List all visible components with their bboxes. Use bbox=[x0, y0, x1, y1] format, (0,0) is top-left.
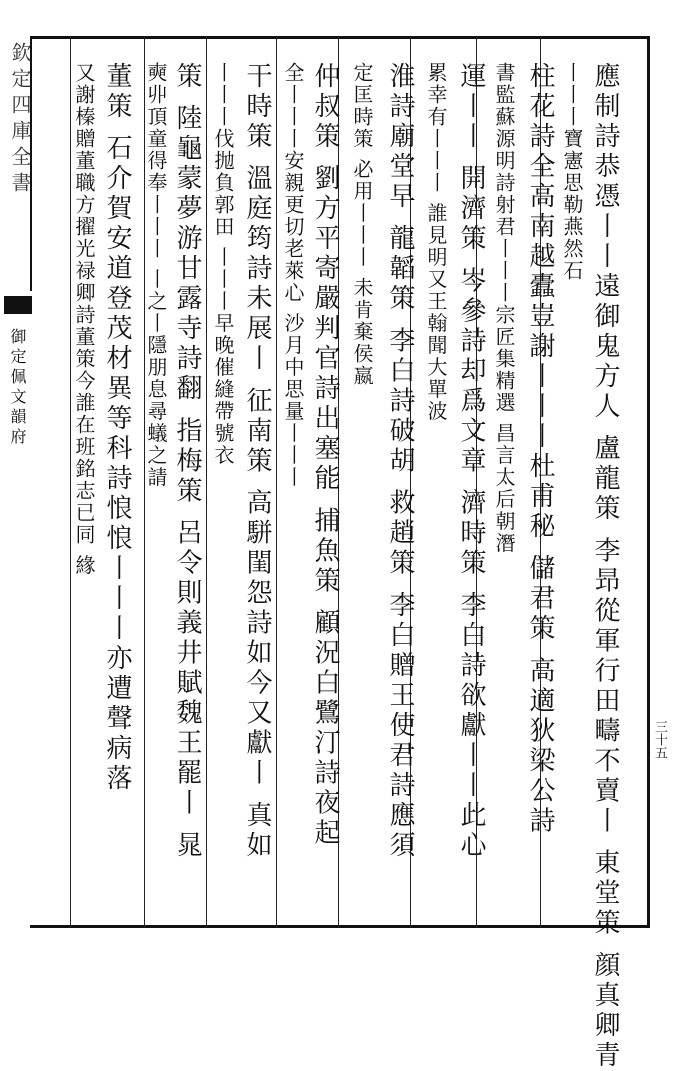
edge-label: 御定佩文韻府 bbox=[8, 328, 27, 448]
text-column-11: 干時策 溫庭筠詩未展丨 征南策 高駢閨怨詩如今又獻丨 真如 bbox=[242, 62, 272, 862]
fishtail-mark bbox=[4, 296, 32, 314]
text-column-13: 策 陸龜蒙夢游甘露寺詩翻 指梅策 呂令則義井賦魏王罷丨 晁 bbox=[172, 62, 202, 862]
running-header bbox=[2, 36, 32, 291]
text-column-9: 仲叔策 劉方平寄嚴判官詩出塞能 捕魚策 顧況白鷺汀詩夜起 bbox=[310, 62, 340, 849]
text-column-12: 丨丨丨伐抛負郭田 丨丨丨早晚催縫帶號衣 bbox=[211, 62, 235, 467]
column-rule bbox=[276, 36, 277, 928]
text-column-2: 丨丨丨寶憲思勒燕然石 bbox=[560, 62, 584, 282]
text-column-1: 應制詩恭憑丨丨遠御鬼方人 盧龍策 李昻從軍行田疇不賣丨 東堂策 顔真卿青 bbox=[590, 62, 620, 1071]
text-column-5: 運丨丨 開濟策 岑參詩却爲文章 濟時策 李白詩欲獻丨丨此心 bbox=[456, 62, 486, 862]
folio-number: 三十五 bbox=[652, 720, 667, 759]
text-column-6: 累幸有丨丨丨 誰見明又王翰聞大單波 bbox=[424, 62, 448, 423]
column-rule bbox=[70, 36, 71, 928]
text-column-7: 淮詩廟堂早 龍韜策 李白詩破胡 救趙策 李白贈王使君詩應須 bbox=[385, 62, 415, 862]
text-column-3: 柱花詩全高南越蠹豈謝丨丨丨杜甫秘 儲君策 高適狄梁公詩 bbox=[525, 62, 555, 837]
text-column-16: 又謝榛贈董職方擢光禄卿詩董策今誰在班銘志已同 緣 bbox=[72, 62, 96, 577]
text-column-15: 董策 石介賀安道登茂材異等科詩悢悢丨丨丨亦遭聲病落 bbox=[102, 62, 132, 795]
text-column-14: 奭丱頂童得奉丨丨丨 丨之丨隱朋息尋蟻之請 bbox=[144, 62, 168, 489]
text-column-10: 全丨丨丨安親更切老萊心 沙月中思量丨丨丨 bbox=[281, 62, 305, 489]
text-column-4: 書監蘇源明詩射君丨丨丨宗匠集精選 昌言太后朝潛 bbox=[492, 62, 516, 555]
running-title: 欽定四庫全書 bbox=[8, 42, 32, 198]
text-column-8: 定匡時策 必用丨丨丨 未肯棄侯嬴 bbox=[350, 62, 374, 387]
column-rule bbox=[206, 36, 207, 928]
